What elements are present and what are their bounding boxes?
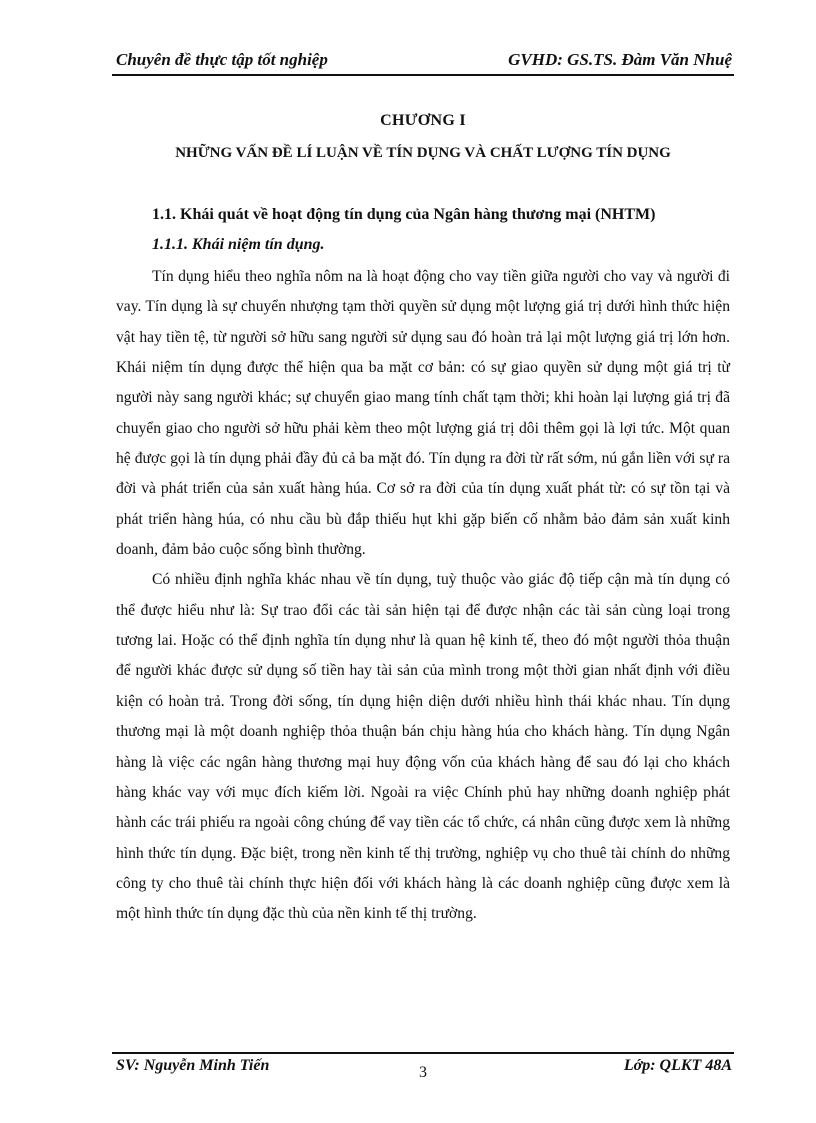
paragraph: Tín dụng hiểu theo nghĩa nôm na là hoạt động cho vay tiền giữa người cho vay và người đi vay. Tín dụng là sự chuyển nhượng tạm thời quyền sử dụng một lượng giá trị dưới hình thức hiện vật hay tiền tệ, từ người sở hữu sang người sử dụng sau đó hoàn trả lại một lượng giá trị lớn hơn. Khái niệm tín dụng được thể hiện qua ba mặt cơ bản: có sự giao quyền sử dụng một giá trị từ người này sang người khác; sự chuyển giao mang tính chất tạm thời; khi hoàn lại lượng giá trị đã chuyển giao cho người sở hữu phải kèm theo một lượng giá trị dôi thêm gọi là lợi tức. Một quan hệ được gọi là tín dụng phải đầy đủ cả ba mặt đó. Tín dụng ra đời từ rất sớm, nú gắn liền với sự ra đời và phát triển của sản xuất hàng húa. Cơ sở ra đời của tín dụng xuất phát từ: có sự tồn tại và phát triển hàng húa, có nhu cầu bù đắp thiếu hụt khi gặp biến cố nhằm bảo đảm sản xuất kinh doanh, đảm bảo cuộc sống bình thường. (116, 268, 730, 559)
footer-student-name: SV: Nguyễn Minh Tiến (116, 1057, 270, 1074)
subsection-heading: 1.1.1. Khái niệm tín dụng. (152, 236, 325, 253)
chapter-number: CHƯƠNG I (380, 112, 466, 129)
body-text (116, 262, 730, 930)
chapter-title: NHỮNG VẤN ĐỀ LÍ LUẬN VỀ TÍN DỤNG VÀ CHẤT LƯỢNG TÍN DỤNG (175, 145, 671, 161)
footer-divider (112, 1052, 734, 1054)
section-heading: 1.1. Khái quát về hoạt động tín dụng của Ngân hàng thương mại (NHTM) (152, 206, 656, 223)
paragraph: Có nhiều định nghĩa khác nhau về tín dụng, tuỳ thuộc vào giác độ tiếp cận mà tín dụng có thể được hiểu như là: Sự trao đổi các tài sản hiện tại để được nhận các tài sản cùng loại trong tương lai. Hoặc có thể định nghĩa tín dụng như là quan hệ kinh tế, theo đó một người thỏa thuận để người khác được sử dụng số tiền hay tài sản của mình trong một thời gian nhất định với điều kiện có hoàn trả. Trong đời sống, tín dụng hiện diện dưới nhiều hình thái khác nhau. Tín dụng thương mại là một doanh nghiệp thỏa thuận bán chịu hàng húa cho khách hàng. Tín dụng Ngân hàng là việc các ngân hàng thương mại huy động vốn của khách hàng để sau đó lại cho khách hàng khác vay với mục đích kiếm lời. Ngoài ra việc Chính phủ hay những doanh nghiệp phát hành các trái phiếu ra ngoài công chúng để vay tiền các tổ chức, cá nhân cũng được xem là những hình thức tín dụng. Đặc biệt, trong nền kinh tế thị trường, nghiệp vụ cho thuê tài chính do những công ty cho thuê tài chính thực hiện đối với khách hàng là các doanh nghiệp cũng được xem là một hình thức tín dụng đặc thù của nền kinh tế thị trường. (116, 571, 730, 923)
page-footer (112, 1057, 734, 1083)
page-header (112, 46, 734, 76)
header-supervisor: GVHD: GS.TS. Đàm Văn Nhuệ (508, 50, 732, 69)
footer-class: Lớp: QLKT 48A (623, 1057, 732, 1074)
page-number: 3 (419, 1064, 427, 1081)
header-document-type: Chuyên đề thực tập tốt nghiệp (116, 50, 328, 69)
